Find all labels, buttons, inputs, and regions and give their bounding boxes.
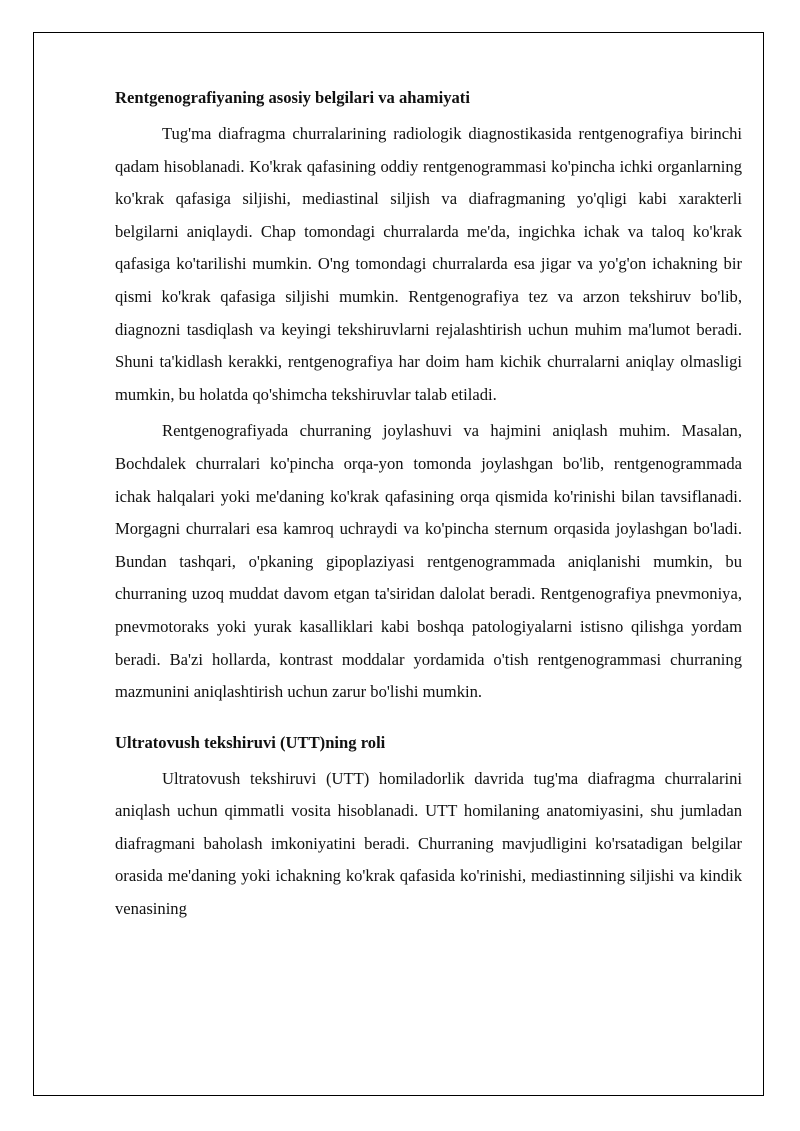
paragraph-radiography-2: Rentgenografiyada churraning joylashuvi va hajmini aniqlash muhim. Masalan, Bochdalek churralari ko'pincha orqa-yon tomonda joylashgan bo'lib, rentgenogrammada ichak halqalari yoki me'daning ko'krak qafasining orqa qismida ko'rinishi bilan tavsiflanadi. Morgagni churralari esa kamroq uchraydi va ko'pincha sternum orqasida joylashgan bo'ladi. Bundan tashqari, o'pkaning gipoplaziyasi rentgenogrammada aniqlanishi mumkin, bu churraning uzoq muddat davom etgan ta'siridan dalolat beradi. Rentgenografiya pnevmoniya, pnevmotoraks yoki yurak kasalliklari kabi boshqa patologiyalarni istisno qilishga yordam beradi. Ba'zi hollarda, kontrast moddalar yordamida o'tish rentgenogrammasi churraning mazmunini aniqlashtirish uchun zarur bo'lishi mumkin. bbox=[115, 421, 742, 702]
paragraph-radiography-1: Tug'ma diafragma churralarining radiologik diagnostikasida rentgenografiya birinchi qadam hisoblanadi. Ko'krak qafasining oddiy rentgenogrammasi ko'pincha ichki organlarning ko'krak qafasiga siljishi, mediastinal siljish va diafragmaning yo'qligi kabi xarakterli belgilarni aniqlaydi. Chap tomondagi churralarda me'da, ingichka ichak va taloq ko'krak qafasiga ko'tarilishi mumkin. O'ng tomondagi churralarda esa jigar va yo'g'on ichakning bir qismi ko'krak qafasiga siljishi mumkin. Rentgenografiya tez va arzon tekshiruv bo'lib, diagnozni tasdiqlash va keyingi tekshiruvlarni rejalashtirish uchun muhim ma'lumot beradi. Shuni ta'kidlash kerakki, rentgenografiya har doim ham kichik churralarni aniqlay olmasligi mumkin, bu holatda qo'shimcha tekshiruvlar talab etiladi. bbox=[115, 124, 742, 404]
section-heading-radiography: Rentgenografiyaning asosiy belgilari va ahamiyati bbox=[115, 88, 470, 107]
paragraph-ultrasound-1: Ultratovush tekshiruvi (UTT) homiladorlik davrida tug'ma diafragma churralarini aniqlash uchun qimmatli vosita hisoblanadi. UTT homilaning anatomiyasini, shu jumladan diafragmani baholash imkoniyatini beradi. Churraning mavjudligini ko'rsatadigan belgilar orasida me'daning yoki ichakning ko'krak qafasida ko'rinishi, mediastinning siljishi va kindik venasining bbox=[115, 768, 742, 919]
section-heading-ultrasound: Ultratovush tekshiruvi (UTT)ning roli bbox=[115, 732, 386, 752]
document-body bbox=[115, 84, 742, 926]
section-spacer bbox=[115, 709, 742, 729]
